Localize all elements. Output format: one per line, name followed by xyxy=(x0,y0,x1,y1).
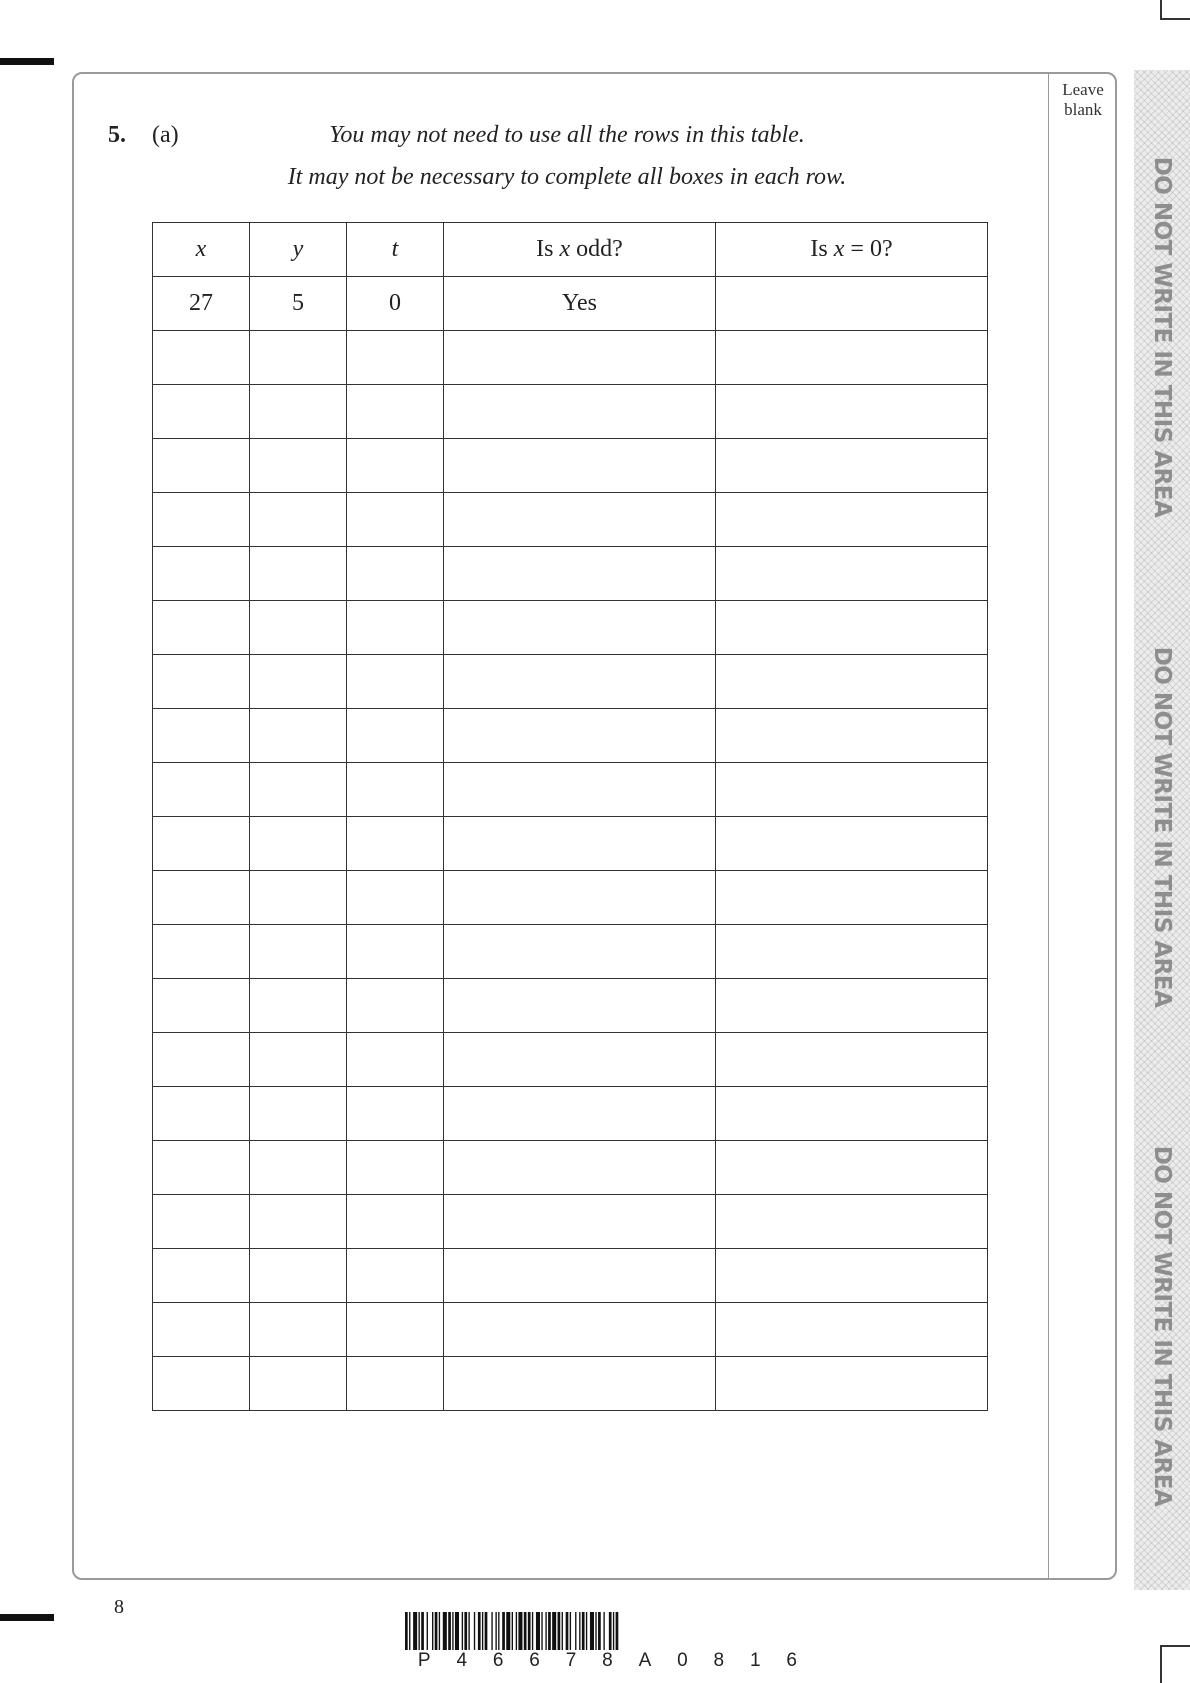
cell-t[interactable] xyxy=(347,439,444,493)
cell-t[interactable] xyxy=(347,1249,444,1303)
table-header-row xyxy=(153,223,988,277)
table-row xyxy=(153,493,988,547)
barcode-digit: 7 xyxy=(565,1650,577,1671)
cell-is-x-zero[interactable] xyxy=(716,979,988,1033)
cell-x[interactable] xyxy=(153,871,250,925)
table-row xyxy=(153,979,988,1033)
cell-y[interactable] xyxy=(250,709,347,763)
table-row xyxy=(153,871,988,925)
barcode-digit: 8 xyxy=(602,1650,613,1671)
cell-t[interactable] xyxy=(347,601,444,655)
crop-mark-top-h xyxy=(1160,18,1190,20)
barcode-digit: A xyxy=(638,1650,652,1671)
header-x: x xyxy=(153,223,250,277)
table-row xyxy=(153,1249,988,1303)
cell-y[interactable] xyxy=(250,1195,347,1249)
cell-is-x-odd[interactable] xyxy=(444,763,716,817)
cell-is-x-zero[interactable] xyxy=(716,277,988,331)
table-row xyxy=(153,817,988,871)
cell-x[interactable] xyxy=(153,1087,250,1141)
barcode-digit: 6 xyxy=(492,1650,504,1671)
cell-t[interactable] xyxy=(347,871,444,925)
cell-x[interactable] xyxy=(153,1249,250,1303)
cell-is-x-zero[interactable] xyxy=(716,1195,988,1249)
cell-t[interactable] xyxy=(347,1195,444,1249)
cell-x[interactable] xyxy=(153,763,250,817)
cell-x[interactable] xyxy=(153,979,250,1033)
cell-is-x-zero[interactable] xyxy=(716,1141,988,1195)
cell-t[interactable] xyxy=(347,385,444,439)
cell-is-x-odd[interactable] xyxy=(444,925,716,979)
cell-is-x-odd[interactable] xyxy=(444,817,716,871)
table-row xyxy=(153,601,988,655)
cell-is-x-zero[interactable] xyxy=(716,871,988,925)
cell-y[interactable] xyxy=(250,1087,347,1141)
cell-t[interactable] xyxy=(347,1141,444,1195)
cell-x[interactable] xyxy=(153,655,250,709)
crop-mark-top-v xyxy=(1160,0,1162,20)
cell-y[interactable] xyxy=(250,493,347,547)
table-row xyxy=(153,1087,988,1141)
cell-is-x-odd[interactable] xyxy=(444,1249,716,1303)
cell-x[interactable] xyxy=(153,439,250,493)
cell-x[interactable] xyxy=(153,385,250,439)
cell-is-x-zero[interactable] xyxy=(716,1357,988,1411)
cell-is-x-zero[interactable] xyxy=(716,331,988,385)
cell-t[interactable]: 0 xyxy=(347,277,444,331)
cell-t[interactable] xyxy=(347,709,444,763)
cell-t[interactable] xyxy=(347,1303,444,1357)
barcode-digit: 6 xyxy=(786,1650,797,1671)
crop-mark-bottom-h xyxy=(1160,1645,1190,1647)
cell-is-x-odd[interactable] xyxy=(444,1303,716,1357)
cell-is-x-zero[interactable] xyxy=(716,493,988,547)
cell-y[interactable] xyxy=(250,331,347,385)
table-row xyxy=(153,439,988,493)
cell-is-x-zero[interactable] xyxy=(716,1303,988,1357)
cell-y[interactable] xyxy=(250,763,347,817)
cell-t[interactable] xyxy=(347,331,444,385)
header-is-x-odd: Is x odd? xyxy=(444,223,716,277)
cell-is-x-odd[interactable]: Yes xyxy=(444,277,716,331)
cell-is-x-odd[interactable] xyxy=(444,979,716,1033)
cell-is-x-zero[interactable] xyxy=(716,925,988,979)
cell-is-x-zero[interactable] xyxy=(716,1249,988,1303)
barcode-digit: 4 xyxy=(456,1650,468,1671)
cell-y[interactable] xyxy=(250,1141,347,1195)
barcode-digit: 8 xyxy=(713,1650,725,1671)
cell-y[interactable] xyxy=(250,871,347,925)
cell-is-x-zero[interactable] xyxy=(716,1033,988,1087)
table-row xyxy=(153,277,988,331)
cell-x[interactable] xyxy=(153,493,250,547)
cell-is-x-zero[interactable] xyxy=(716,601,988,655)
leave-blank-label: Leave blank xyxy=(1062,80,1104,119)
cell-is-x-zero[interactable] xyxy=(716,709,988,763)
header-is-x-zero: Is x = 0? xyxy=(716,223,988,277)
question-number: 5. xyxy=(108,122,126,148)
cell-is-x-odd[interactable] xyxy=(444,439,716,493)
cell-is-x-zero[interactable] xyxy=(716,817,988,871)
table-row xyxy=(153,1141,988,1195)
cell-y[interactable] xyxy=(250,925,347,979)
cell-y[interactable] xyxy=(250,1303,347,1357)
registration-mark-top xyxy=(0,58,54,65)
cell-x[interactable] xyxy=(153,925,250,979)
cell-x[interactable] xyxy=(153,1195,250,1249)
cell-y[interactable] xyxy=(250,547,347,601)
cell-x[interactable] xyxy=(153,1303,250,1357)
cell-t[interactable] xyxy=(347,979,444,1033)
cell-x[interactable] xyxy=(153,1141,250,1195)
cell-is-x-odd[interactable] xyxy=(444,655,716,709)
table-row xyxy=(153,385,988,439)
cell-is-x-zero[interactable] xyxy=(716,439,988,493)
cell-t[interactable] xyxy=(347,1357,444,1411)
cell-x[interactable] xyxy=(153,547,250,601)
table-row xyxy=(153,655,988,709)
cell-is-x-zero[interactable] xyxy=(716,655,988,709)
cell-t[interactable] xyxy=(347,817,444,871)
cell-y[interactable] xyxy=(250,385,347,439)
cell-y[interactable] xyxy=(250,439,347,493)
cell-is-x-odd[interactable] xyxy=(444,331,716,385)
cell-is-x-zero[interactable] xyxy=(716,547,988,601)
cell-is-x-zero[interactable] xyxy=(716,1087,988,1141)
cell-y[interactable] xyxy=(250,655,347,709)
table-row xyxy=(153,331,988,385)
cell-t[interactable] xyxy=(347,547,444,601)
registration-mark-bottom xyxy=(0,1614,54,1621)
barcode-digit: 6 xyxy=(529,1650,540,1671)
cell-is-x-odd[interactable] xyxy=(444,385,716,439)
table-row xyxy=(153,763,988,817)
header-t: t xyxy=(347,223,444,277)
cell-t[interactable] xyxy=(347,763,444,817)
cell-is-x-odd[interactable] xyxy=(444,1141,716,1195)
cell-x[interactable] xyxy=(153,601,250,655)
table-row xyxy=(153,1357,988,1411)
cell-y[interactable]: 5 xyxy=(250,277,347,331)
cell-x[interactable] xyxy=(153,709,250,763)
table-row xyxy=(153,709,988,763)
barcode-digit: 0 xyxy=(677,1650,688,1671)
cell-is-x-odd[interactable] xyxy=(444,493,716,547)
cell-is-x-odd[interactable] xyxy=(444,1357,716,1411)
cell-y[interactable] xyxy=(250,601,347,655)
cell-t[interactable] xyxy=(347,493,444,547)
cell-is-x-odd[interactable] xyxy=(444,1195,716,1249)
question-part: (a) xyxy=(152,122,179,148)
cell-y[interactable] xyxy=(250,1249,347,1303)
cell-x[interactable] xyxy=(153,331,250,385)
cell-is-x-odd[interactable] xyxy=(444,709,716,763)
cell-x[interactable] xyxy=(153,1033,250,1087)
cell-is-x-odd[interactable] xyxy=(444,871,716,925)
table-row xyxy=(153,547,988,601)
cell-t[interactable] xyxy=(347,1033,444,1087)
instruction-boxes: It may not be necessary to complete all boxes in each row. xyxy=(287,164,847,190)
leave-blank-column-divider xyxy=(1048,73,1049,1579)
cell-t[interactable] xyxy=(347,655,444,709)
table-row xyxy=(153,1033,988,1087)
cell-is-x-odd[interactable] xyxy=(444,1087,716,1141)
cell-y[interactable] xyxy=(250,1033,347,1087)
cell-x[interactable]: 27 xyxy=(153,277,250,331)
cell-t[interactable] xyxy=(347,925,444,979)
barcode-digit: P xyxy=(417,1650,431,1671)
cell-is-x-zero[interactable] xyxy=(716,385,988,439)
barcode-digit: 1 xyxy=(749,1650,761,1671)
cell-t[interactable] xyxy=(347,1087,444,1141)
barcode xyxy=(405,1612,810,1650)
page-number: 8 xyxy=(114,1596,124,1618)
barcode-number xyxy=(405,1650,810,1672)
table-row xyxy=(153,925,988,979)
crop-mark-bottom-v xyxy=(1160,1645,1162,1683)
cell-y[interactable] xyxy=(250,1357,347,1411)
table-row xyxy=(153,1195,988,1249)
cell-y[interactable] xyxy=(250,979,347,1033)
cell-x[interactable] xyxy=(153,817,250,871)
cell-is-x-zero[interactable] xyxy=(716,763,988,817)
cell-is-x-odd[interactable] xyxy=(444,547,716,601)
cell-x[interactable] xyxy=(153,1357,250,1411)
trace-table xyxy=(152,222,988,1411)
cell-is-x-odd[interactable] xyxy=(444,601,716,655)
header-y: y xyxy=(250,223,347,277)
table-row xyxy=(153,1303,988,1357)
cell-y[interactable] xyxy=(250,817,347,871)
cell-is-x-odd[interactable] xyxy=(444,1033,716,1087)
instruction-rows: You may not need to use all the rows in this table. xyxy=(329,122,805,148)
